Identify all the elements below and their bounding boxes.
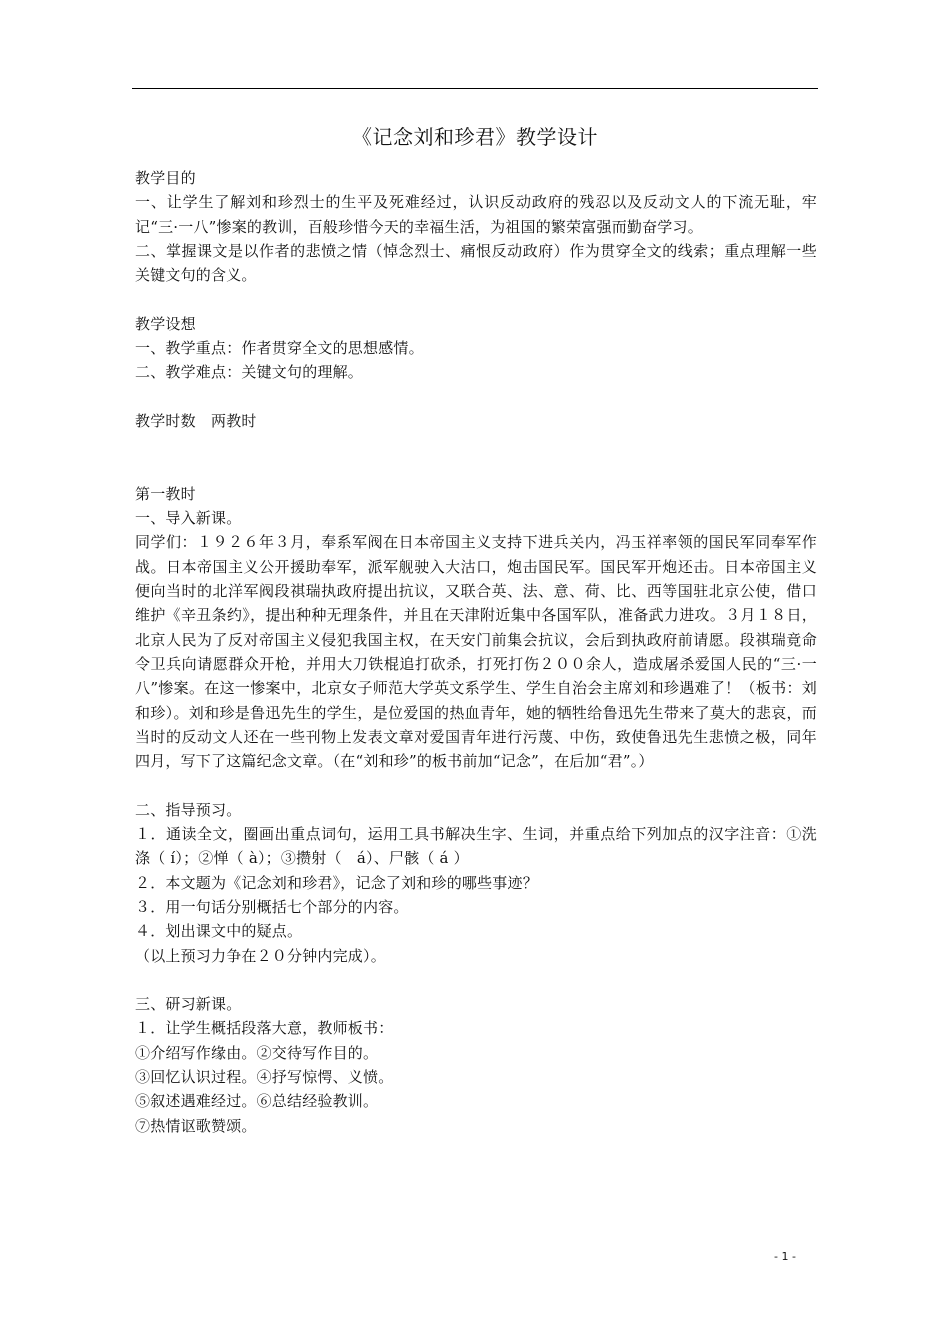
intro-text: 同学们：１９２６年３月，奉系军阀在日本帝国主义支持下进兵关内，冯玉祥率领的国民军同奉军作战。日本帝国主义公开援助奉军，派军舰驶入大沽口，炮击国民军。国民军开炮还击。日本帝国主义便向当时的北洋军阀段祺瑞执政府提出抗议，又联合英、法、意、荷、比、西等国驻北京公使，借口维护《辛丑条约》，提出种种无理条件，并且在天津附近集中各国军队，准备武力进攻。３月１８日，北京人民为了反对帝国主义侵犯我国主权，在天安门前集会抗议，会后到执政府前请愿。段祺瑞竟命令卫兵向请愿群众开枪，并用大刀铁棍追打砍杀，打死打伤２００余人，造成屠杀爱国人民的“三·一八”惨案。在这一惨案中，北京女子师范大学英文系学生、学生自治会主席刘和珍遇难了！（板书：刘和珍）。刘和珍是鲁迅先生的学生，是位爱国的热血青年，她的牺牲给鲁迅先生带来了莫大的悲哀，而当时的反动文人还在一些刊物上发表文章对爱国青年进行污蔑、中伤，致使鲁迅先生悲愤之极，同年四月，写下了这篇纪念文章。（在“刘和珍”的板书前加“记念”，在后加“君”。）	[135, 533, 817, 771]
spacer	[135, 968, 817, 992]
preview-item: ２．本文题为《记念刘和珍君》，记念了刘和珍的哪些事迹？	[135, 873, 538, 892]
goals-item-1: 一、让学生了解刘和珍烈士的生平及死难经过，认识反动政府的残忍以及反动文人的下流无耻，牢记“三·一八”惨案的教训，百般珍惜今天的幸福生活，为祖国的繁荣富强而勤奋学习。	[135, 193, 817, 236]
spacer	[135, 287, 817, 311]
study-heading: 三、研习新课。	[135, 995, 242, 1014]
intro-heading: 一、导入新课。	[135, 509, 242, 528]
study-item: ③回忆认识过程。④抒写惊愕、义愤。	[135, 1067, 394, 1086]
preview-item: ３．用一句话分别概括七个部分的内容。	[135, 897, 409, 916]
study-item: ⑤叙述遇难经过。⑥总结经验教训。	[135, 1092, 379, 1111]
study-item: １．让学生概括段落大意，教师板书：	[135, 1019, 394, 1038]
header-rule	[132, 88, 818, 89]
design-item-1: 一、教学重点：作者贯穿全文的思想感情。	[135, 339, 424, 358]
document-body	[135, 166, 817, 1138]
design-heading: 教学设想	[135, 314, 196, 333]
goals-item-2: 二、掌握课文是以作者的悲愤之情（悼念烈士、痛恨反动政府）作为贯穿全文的线索；重点理解一些关键文句的含义。	[135, 241, 817, 285]
study-item: ⑦热情讴歌赞颂。	[135, 1116, 257, 1135]
goals-heading: 教学目的	[135, 169, 196, 187]
preview-item: ４．划出课文中的疑点。	[135, 922, 303, 941]
page-number: - 1 -	[774, 1250, 796, 1263]
lesson1-heading: 第一教时	[135, 484, 196, 503]
spacer	[135, 433, 817, 482]
teaching-hours: 教学时数 两教时	[135, 411, 257, 430]
study-item: ①介绍写作缘由。②交待写作目的。	[135, 1043, 379, 1062]
preview-heading: 二、指导预习。	[135, 800, 242, 819]
document-title: 《记念刘和珍君》教学设计	[352, 125, 598, 149]
preview-note: （以上预习力争在２０分钟内完成）。	[135, 946, 386, 965]
spacer	[135, 773, 817, 797]
preview-item: １．通读全文，圈画出重点词句，运用工具书解决生字、生词，并重点给下列加点的汉字注音：①洗涤（ í）；②惮（ à）；③攒射（ á）、尸骸（ á ）	[135, 825, 817, 868]
spacer	[135, 385, 817, 409]
design-item-2: 二、教学难点：关键文句的理解。	[135, 363, 364, 382]
